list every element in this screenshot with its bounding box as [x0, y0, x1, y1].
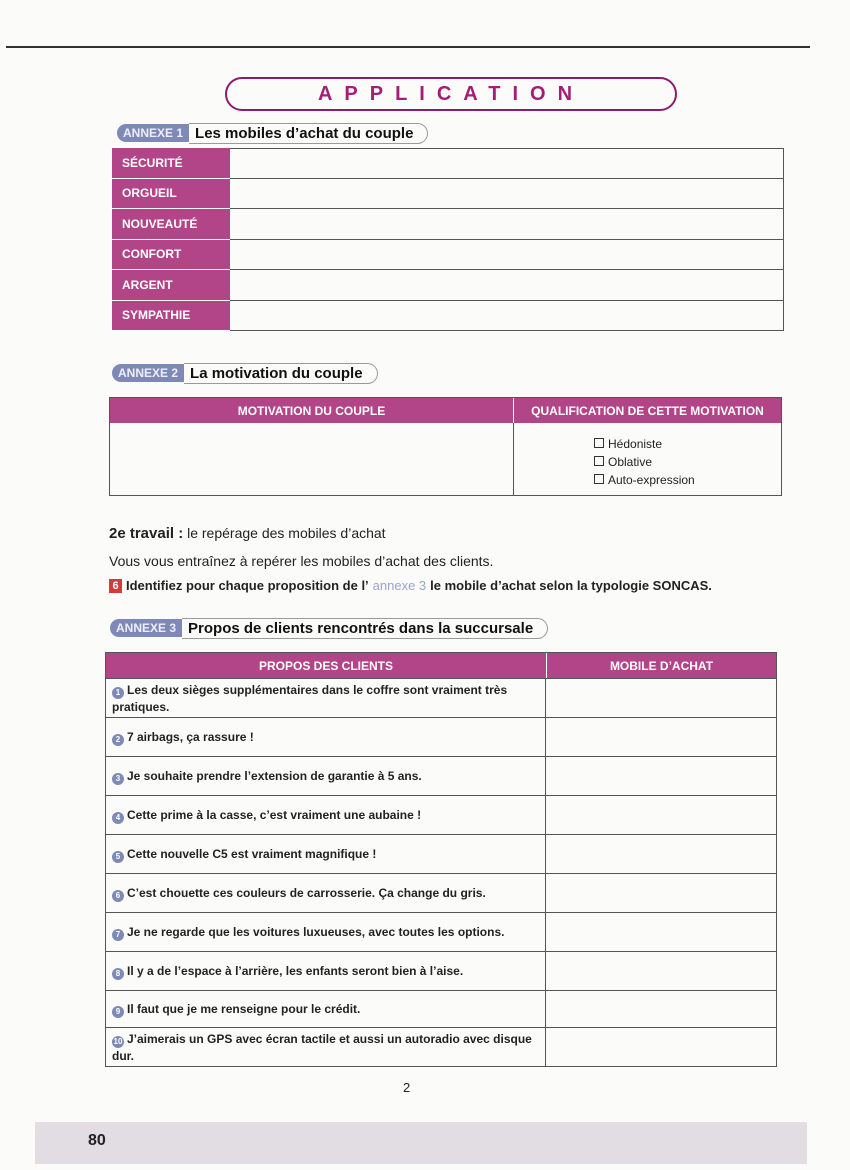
- table-row: [106, 873, 776, 912]
- mobile-answer-cell[interactable]: [546, 913, 776, 951]
- mobile-answer-cell[interactable]: [546, 874, 776, 912]
- row-label: ARGENT: [112, 270, 230, 301]
- mobile-answer-cell[interactable]: [546, 952, 776, 990]
- table-row: [106, 834, 776, 873]
- col-header-qualification: QUALIFICATION DE CETTE MOTIVATION: [531, 403, 764, 418]
- table-row: [106, 990, 776, 1027]
- propos-text: Cette nouvelle C5 est vraiment magnifique !: [127, 846, 377, 861]
- number-badge: 2: [112, 734, 124, 746]
- question-6: [109, 578, 712, 593]
- col-header-propos: PROPOS DES CLIENTS: [106, 653, 547, 678]
- mobile-answer-cell[interactable]: [546, 796, 776, 834]
- question-text-start: Identifiez pour chaque proposition de l’: [126, 578, 369, 593]
- question-number: 6: [109, 579, 122, 593]
- annexe2-title: La motivation du couple: [184, 363, 378, 384]
- annexe3-table: [105, 652, 777, 1067]
- annexe2-tag: ANNEXE 2: [112, 364, 184, 382]
- checkbox-icon[interactable]: [594, 456, 604, 466]
- mobile-answer-cell[interactable]: [546, 835, 776, 873]
- number-badge: 1: [112, 687, 124, 699]
- table-row: [112, 301, 784, 332]
- checkbox-option[interactable]: Hédoniste: [594, 435, 781, 453]
- row-label: SYMPATHIE: [112, 301, 230, 332]
- checkbox-option[interactable]: Auto-expression: [594, 471, 781, 489]
- propos-text: Il faut que je me renseigne pour le crédit.: [127, 1001, 361, 1016]
- table-row: [112, 209, 784, 240]
- propos-text: 7 airbags, ça rassure !: [127, 729, 254, 744]
- propos-text: Il y a de l’espace à l’arrière, les enfants seront bien à l’aise.: [127, 963, 464, 978]
- question-text-end: le mobile d’achat selon la typologie SONCAS.: [430, 578, 712, 593]
- page-number: 80: [88, 1132, 106, 1149]
- table-row: [106, 756, 776, 795]
- qualification-options: [514, 423, 781, 495]
- number-badge: 3: [112, 773, 124, 785]
- table-row: [106, 678, 776, 717]
- travail-heading: [109, 525, 386, 542]
- answer-cell[interactable]: [230, 270, 784, 301]
- table-row: [106, 912, 776, 951]
- number-badge: 4: [112, 812, 124, 824]
- checkbox-icon[interactable]: [594, 438, 604, 448]
- annexe1-tag: ANNEXE 1: [117, 124, 189, 142]
- table-row: [106, 717, 776, 756]
- table-row: [112, 179, 784, 210]
- mobile-answer-cell[interactable]: [546, 679, 776, 717]
- answer-cell[interactable]: [230, 240, 784, 271]
- travail-title: le repérage des mobiles d’achat: [187, 525, 386, 541]
- mobile-answer-cell[interactable]: [546, 1028, 776, 1066]
- annexe1-title: Les mobiles d’achat du couple: [189, 123, 428, 144]
- annexe3-heading: [110, 617, 548, 639]
- number-badge: 8: [112, 968, 124, 980]
- propos-text: Je souhaite prendre l’extension de garantie à 5 ans.: [127, 768, 422, 783]
- number-badge: 5: [112, 851, 124, 863]
- footer-page-marker: 2: [403, 1080, 411, 1095]
- propos-text: J’aimerais un GPS avec écran tactile et aussi un autoradio avec disque dur.: [112, 1031, 532, 1063]
- top-rule: [6, 46, 810, 48]
- annexe3-title: Propos de clients rencontrés dans la succursale: [182, 618, 548, 639]
- propos-text: Les deux sièges supplémentaires dans le coffre sont vraiment très pratiques.: [112, 682, 508, 714]
- table-row: [106, 795, 776, 834]
- number-badge: 6: [112, 890, 124, 902]
- table-row: [106, 1027, 776, 1066]
- answer-cell[interactable]: [230, 148, 784, 179]
- number-badge: 7: [112, 929, 124, 941]
- row-label: NOUVEAUTÉ: [112, 209, 230, 240]
- annexe2-heading: [112, 362, 378, 384]
- annexe1-table: [112, 148, 784, 331]
- row-label: CONFORT: [112, 240, 230, 271]
- number-badge: 10: [113, 1036, 123, 1046]
- bottom-bar: [35, 1122, 807, 1164]
- checkbox-option[interactable]: Oblative: [594, 453, 781, 471]
- application-title: APPLICATION: [225, 77, 677, 111]
- mobile-answer-cell[interactable]: [546, 757, 776, 795]
- travail-label: 2e travail :: [109, 525, 184, 542]
- row-label: SÉCURITÉ: [112, 148, 230, 179]
- table-row: [106, 951, 776, 990]
- number-badge: 9: [112, 1006, 124, 1018]
- col-header-motivation: MOTIVATION DU COUPLE: [110, 398, 514, 423]
- answer-cell[interactable]: [230, 179, 784, 210]
- row-label: ORGUEIL: [112, 179, 230, 210]
- col-header-mobile: MOBILE D’ACHAT: [609, 658, 714, 673]
- propos-text: Je ne regarde que les voitures luxueuses, avec toutes les options.: [127, 924, 505, 939]
- answer-cell[interactable]: [230, 301, 784, 332]
- table-row: [112, 270, 784, 301]
- annexe2-table: [109, 397, 782, 496]
- propos-text: Cette prime à la casse, c’est vraiment une aubaine !: [127, 807, 422, 822]
- mobile-answer-cell[interactable]: [546, 991, 776, 1027]
- motivation-answer-cell[interactable]: [110, 423, 514, 495]
- answer-cell[interactable]: [230, 209, 784, 240]
- checkbox-icon[interactable]: [594, 474, 604, 484]
- mobile-answer-cell[interactable]: [546, 718, 776, 756]
- annexe3-tag: ANNEXE 3: [110, 619, 182, 637]
- travail-intro: Vous vous entraînez à repérer les mobiles d’achat des clients.: [109, 553, 494, 569]
- table-row: [112, 148, 784, 179]
- table-row: [112, 240, 784, 271]
- propos-text: C’est chouette ces couleurs de carrosserie. Ça change du gris.: [127, 885, 486, 900]
- annexe1-heading: [117, 122, 428, 144]
- question-annexe-ref: annexe 3: [372, 578, 427, 593]
